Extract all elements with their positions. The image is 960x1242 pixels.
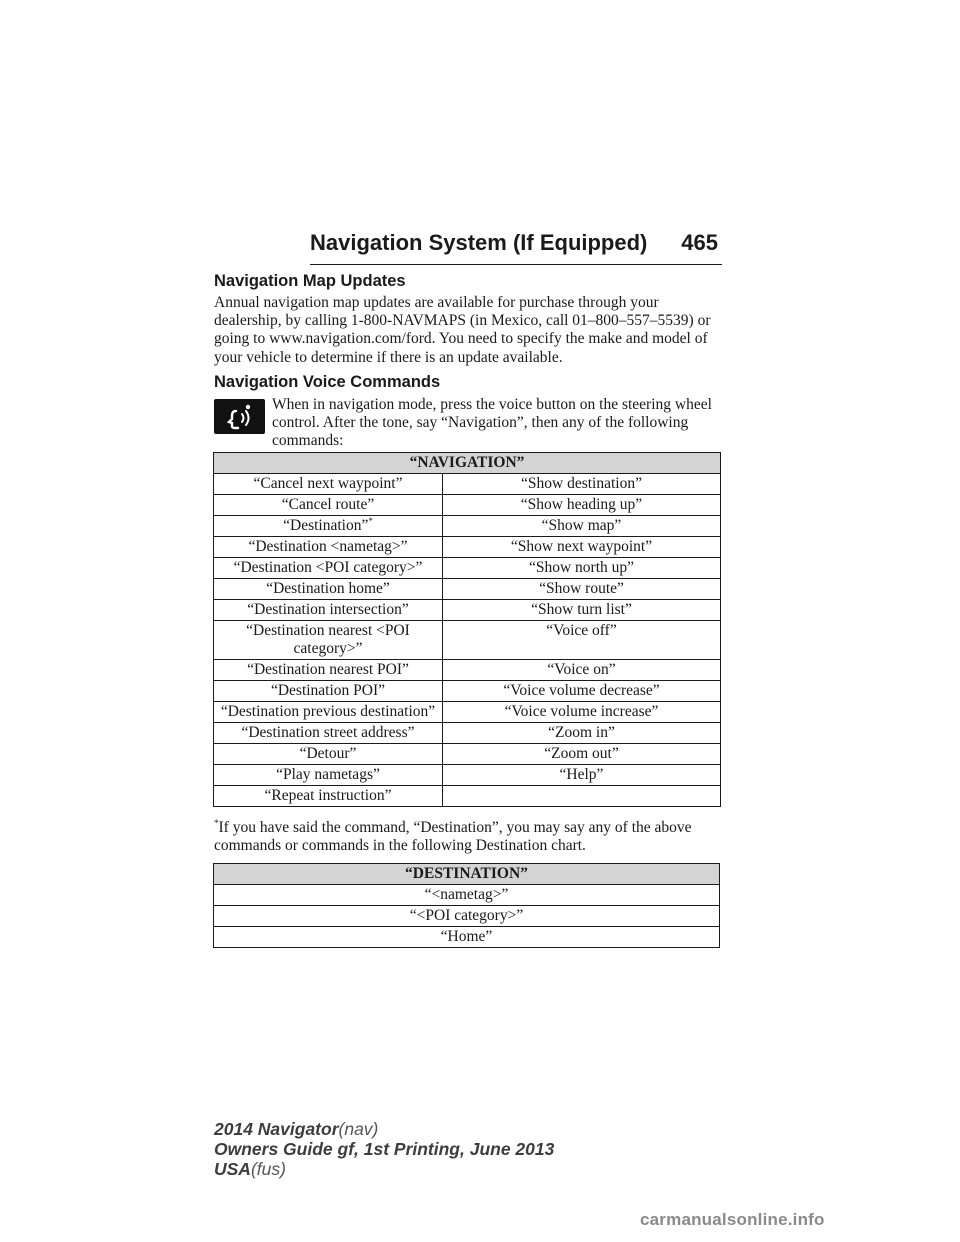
command-cell-left (214, 558, 443, 579)
command-text: “Destination intersection” (247, 601, 409, 618)
command-cell-left (214, 600, 443, 621)
voice-button-icon (214, 399, 265, 434)
command-text: “Voice on” (547, 661, 616, 678)
command-text: “Help” (559, 766, 604, 783)
command-cell-right (443, 579, 721, 600)
navigation-table-body (214, 474, 721, 807)
navigation-commands-table (213, 452, 721, 807)
table-row (214, 702, 721, 723)
command-cell: “Home” (214, 927, 720, 948)
command-cell-right (443, 723, 721, 744)
command-cell-right (443, 516, 721, 537)
table-row (214, 621, 721, 660)
command-cell-left (214, 495, 443, 516)
destination-table-body (214, 885, 720, 948)
command-text: “Repeat instruction” (264, 787, 392, 804)
map-updates-paragraph: Annual navigation map updates are available for purchase through your dealership, by calling 1-800-NAVMAPS (in Mexico, call 01–800–557–5539) or going to www.navigation.com/ford. You need to specify the make and model of your vehicle to determine if there is an update available. (214, 294, 711, 366)
footnote-mark: * (214, 818, 219, 828)
footer-region-tag: (fus) (250, 1159, 286, 1179)
footer-region: USA (214, 1159, 251, 1179)
command-cell-right (443, 621, 721, 660)
footer-line-2: Owners Guide gf, 1st Printing, June 2013 (214, 1139, 555, 1159)
command-text: “Play nametags” (276, 766, 380, 783)
command-cell: “<POI category>” (214, 906, 720, 927)
table-row (214, 600, 721, 621)
command-text: “Voice volume increase” (504, 703, 659, 720)
command-cell-left (214, 474, 443, 495)
command-text: “Destination nearest POI” (247, 661, 409, 678)
table-row (214, 723, 721, 744)
table-row (214, 681, 721, 702)
command-cell-left (214, 723, 443, 744)
table-row (214, 660, 721, 681)
command-cell-left (214, 702, 443, 723)
table-row (214, 558, 721, 579)
command-cell-left (214, 660, 443, 681)
table-row (214, 537, 721, 558)
command-text: “Destination home” (266, 580, 390, 597)
command-text: “Show heading up” (520, 496, 643, 513)
command-text: “Cancel route” (281, 496, 375, 513)
command-text: “Destination POI” (270, 682, 386, 699)
footer-model: 2014 Navigator (214, 1119, 339, 1139)
command-cell-right (443, 474, 721, 495)
command-cell-right (443, 786, 721, 807)
table-row (214, 906, 720, 927)
command-text: “Show map” (541, 517, 622, 534)
footer-line-1 (214, 1119, 554, 1139)
command-text: “Destination” (283, 517, 369, 534)
command-text: “Show north up” (528, 559, 635, 576)
footnote-text: If you have said the command, “Destination”, you may say any of the above commands or commands in the following Destination chart. (214, 819, 692, 855)
command-cell-right (443, 681, 721, 702)
table-row (214, 744, 721, 765)
command-text: “Zoom out” (544, 745, 619, 762)
destination-table-header: “DESTINATION” (214, 864, 720, 885)
table-row (214, 885, 720, 906)
command-text: “Voice volume decrease” (503, 682, 660, 699)
command-cell-right (443, 537, 721, 558)
command-text: “Voice off” (546, 622, 617, 639)
command-cell-right (443, 765, 721, 786)
map-updates-heading: Navigation Map Updates (214, 272, 406, 290)
command-cell: “<nametag>” (214, 885, 720, 906)
table-row (214, 786, 721, 807)
command-text: “Show destination” (521, 475, 642, 492)
page-footer (214, 1119, 554, 1179)
footer-model-tag: (nav) (338, 1119, 379, 1139)
section-title: Navigation System (If Equipped) (310, 230, 648, 255)
voice-commands-heading: Navigation Voice Commands (214, 373, 441, 391)
command-text: “Show route” (539, 580, 624, 597)
command-cell-right (443, 660, 721, 681)
table-row (214, 579, 721, 600)
navigation-table-header: “NAVIGATION” (214, 453, 721, 474)
command-cell-left (214, 681, 443, 702)
command-text: “Detour” (299, 745, 357, 762)
watermark-link[interactable]: carmanualsonline.info (640, 1210, 825, 1229)
command-text: “Destination previous destination” (220, 703, 436, 720)
command-cell-left (214, 621, 443, 660)
command-cell-right (443, 702, 721, 723)
command-cell-left (214, 786, 443, 807)
footer-line-3 (214, 1159, 554, 1179)
command-text: “Zoom in” (548, 724, 615, 741)
command-cell-left (214, 537, 443, 558)
command-cell-right (443, 495, 721, 516)
voice-commands-paragraph: When in navigation mode, press the voice button on the steering wheel control. After the tone, say “Navigation”, then any of the following commands: (272, 396, 712, 450)
command-text: “Destination <nametag>” (248, 538, 408, 555)
command-text: “Destination <POI category>” (233, 559, 423, 576)
table-row (214, 516, 721, 537)
page-header (310, 230, 722, 265)
command-cell-left (214, 765, 443, 786)
footnote-mark: * (368, 516, 373, 526)
command-text: “Destination nearest <POI category>” (246, 622, 410, 657)
command-cell-left (214, 579, 443, 600)
table-row (214, 927, 720, 948)
command-text: “Destination street address” (241, 724, 415, 741)
table-header-row (214, 864, 720, 885)
command-cell-right (443, 558, 721, 579)
table-header-row (214, 453, 721, 474)
page-number: 465 (681, 230, 718, 255)
command-cell-right (443, 744, 721, 765)
command-text: “Show turn list” (531, 601, 632, 618)
footnote (214, 819, 724, 855)
command-text: “Cancel next waypoint” (253, 475, 403, 492)
table-row (214, 474, 721, 495)
command-cell-left (214, 516, 443, 537)
command-text: “Show next waypoint” (510, 538, 653, 555)
destination-commands-table (213, 863, 720, 948)
table-row (214, 765, 721, 786)
table-row (214, 495, 721, 516)
command-cell-left (214, 744, 443, 765)
command-cell-right (443, 600, 721, 621)
